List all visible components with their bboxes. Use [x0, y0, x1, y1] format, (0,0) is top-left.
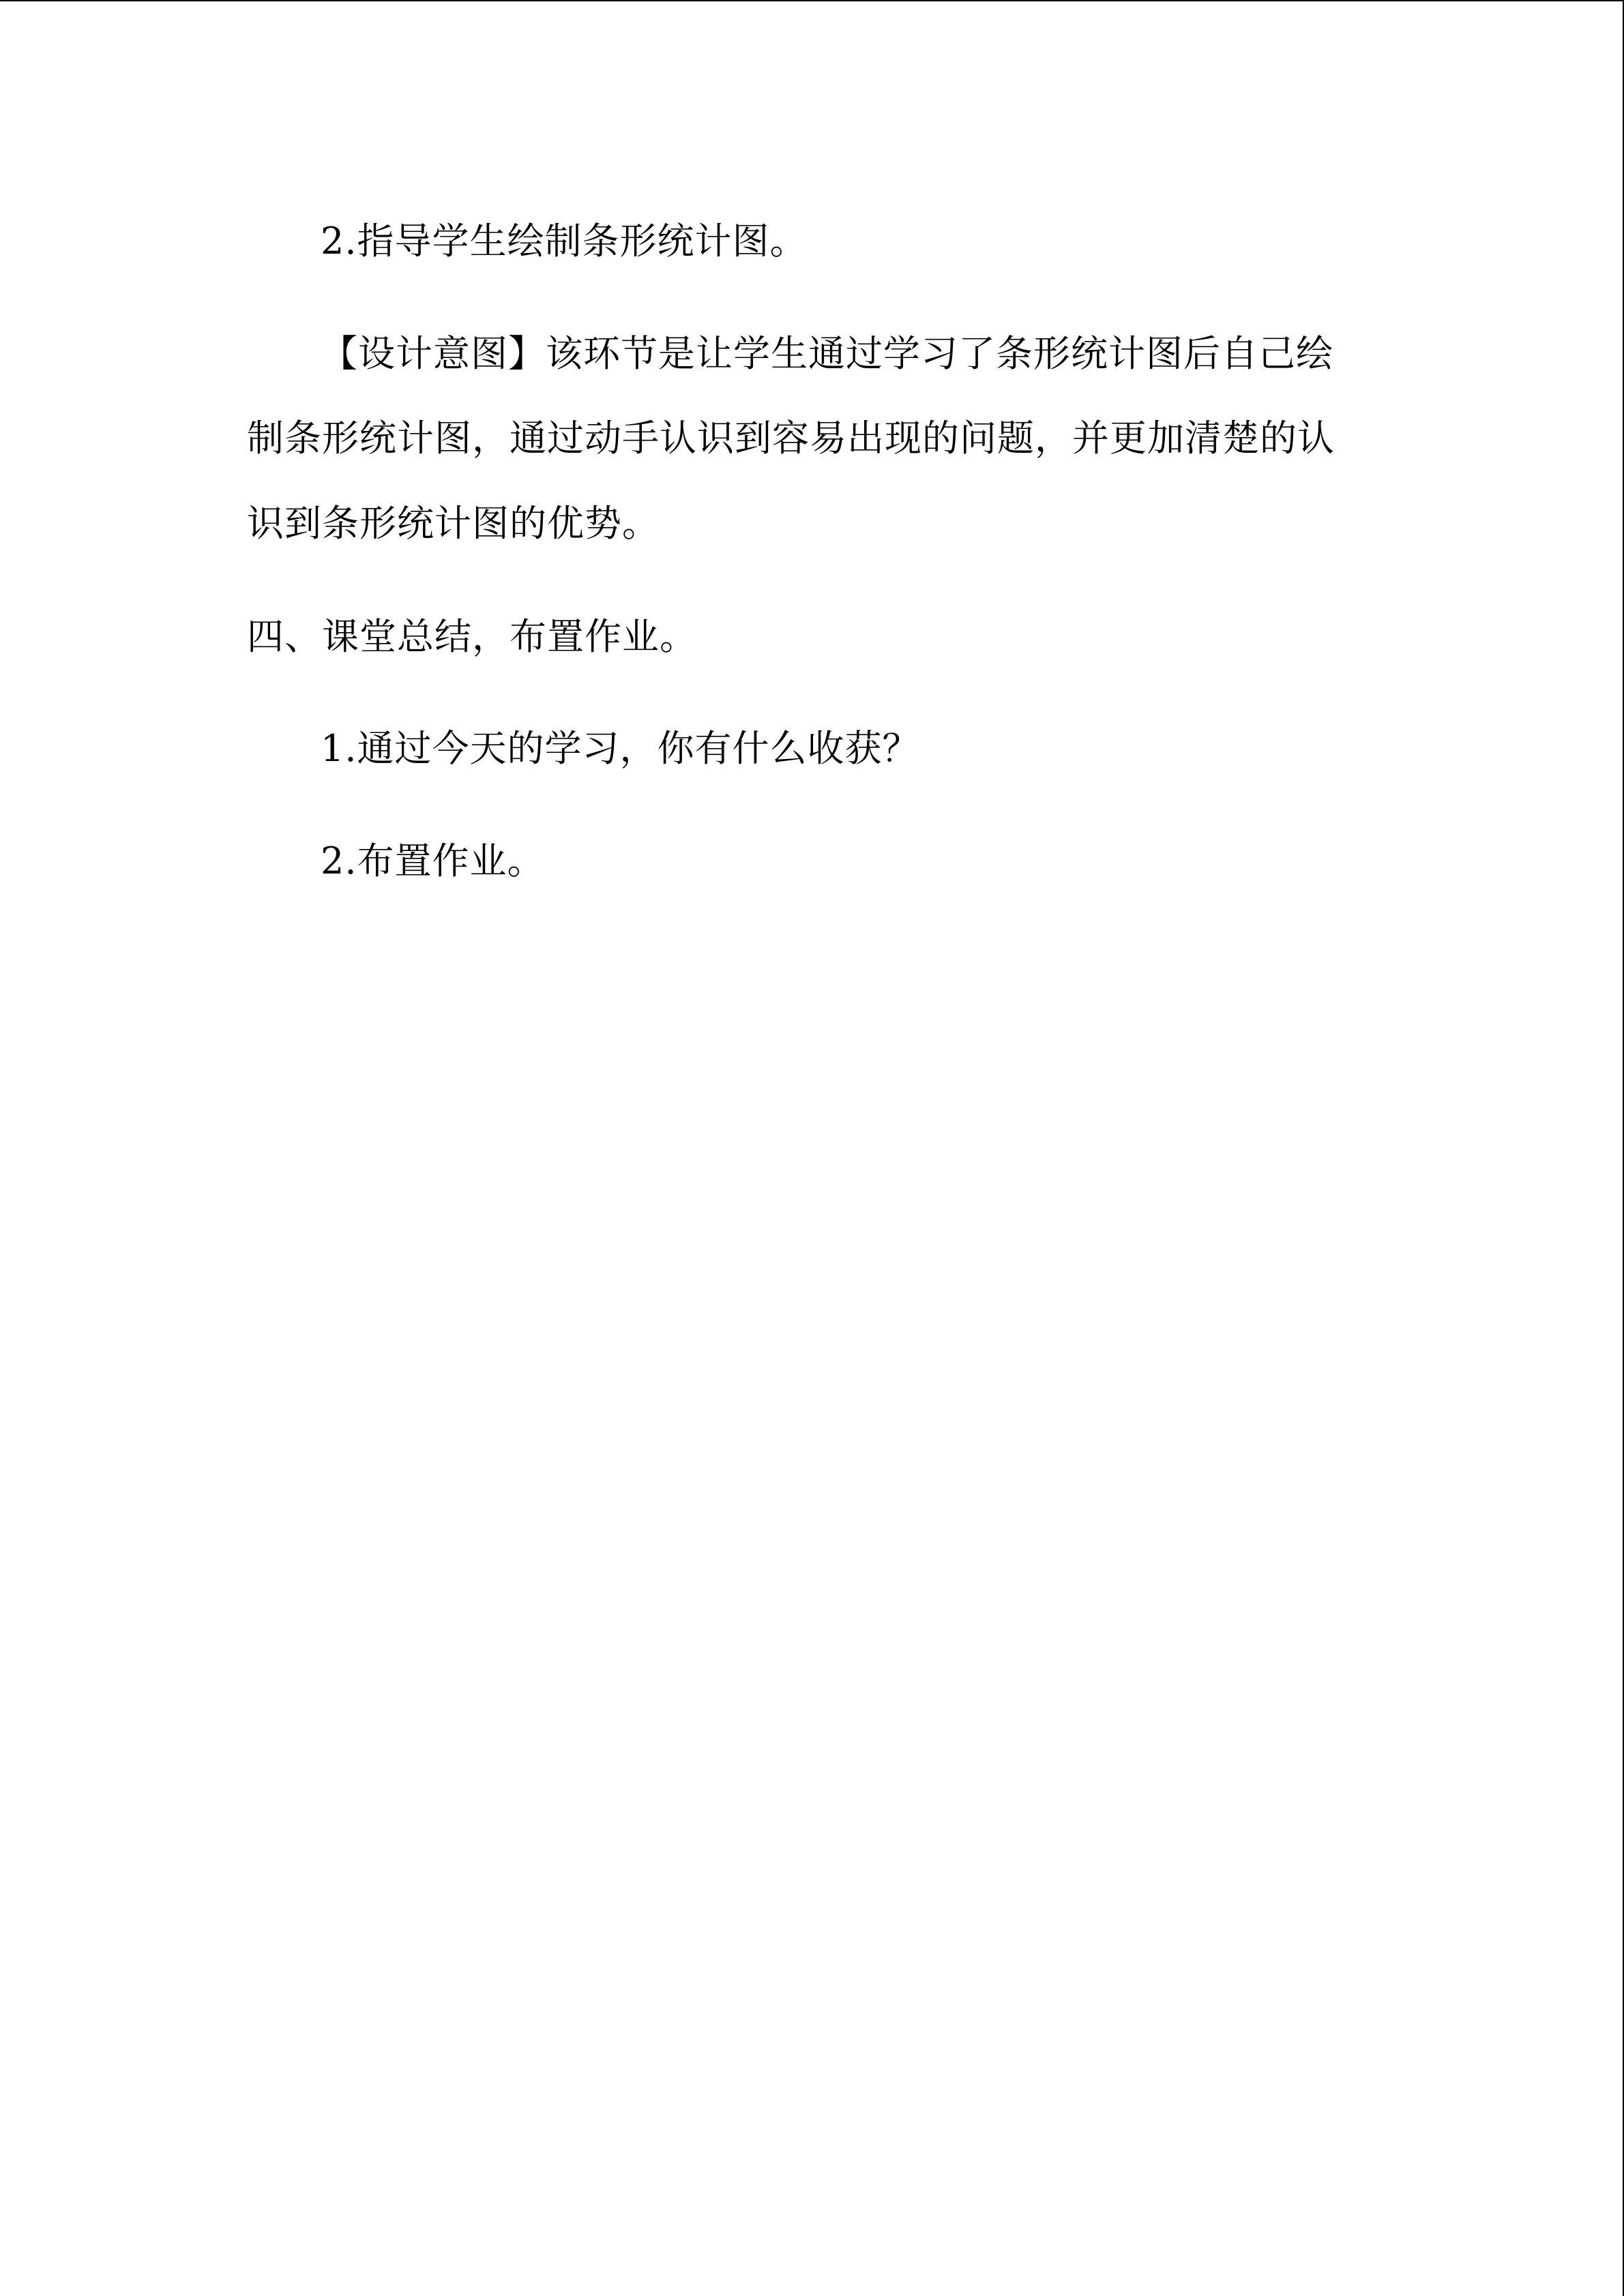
list-item-draw-bar-chart: 2.指导学生绘制条形统计图。: [321, 220, 808, 263]
design-intent-line-1: 【设计意图】该环节是让学生通过学习了条形统计图后自己绘: [321, 332, 1333, 375]
design-intent-line-3: 识到条形统计图的优势。: [247, 502, 660, 545]
design-intent-line-2: 制条形统计图，通过动手认识到容易出现的问题，并更加清楚的认: [247, 417, 1335, 460]
list-item-assign-homework: 2.布置作业。: [321, 839, 545, 882]
list-item-harvest-question: 1.通过今天的学习，你有什么收获？: [321, 727, 920, 770]
section-heading-summary: 四、课堂总结，布置作业。: [247, 615, 697, 658]
